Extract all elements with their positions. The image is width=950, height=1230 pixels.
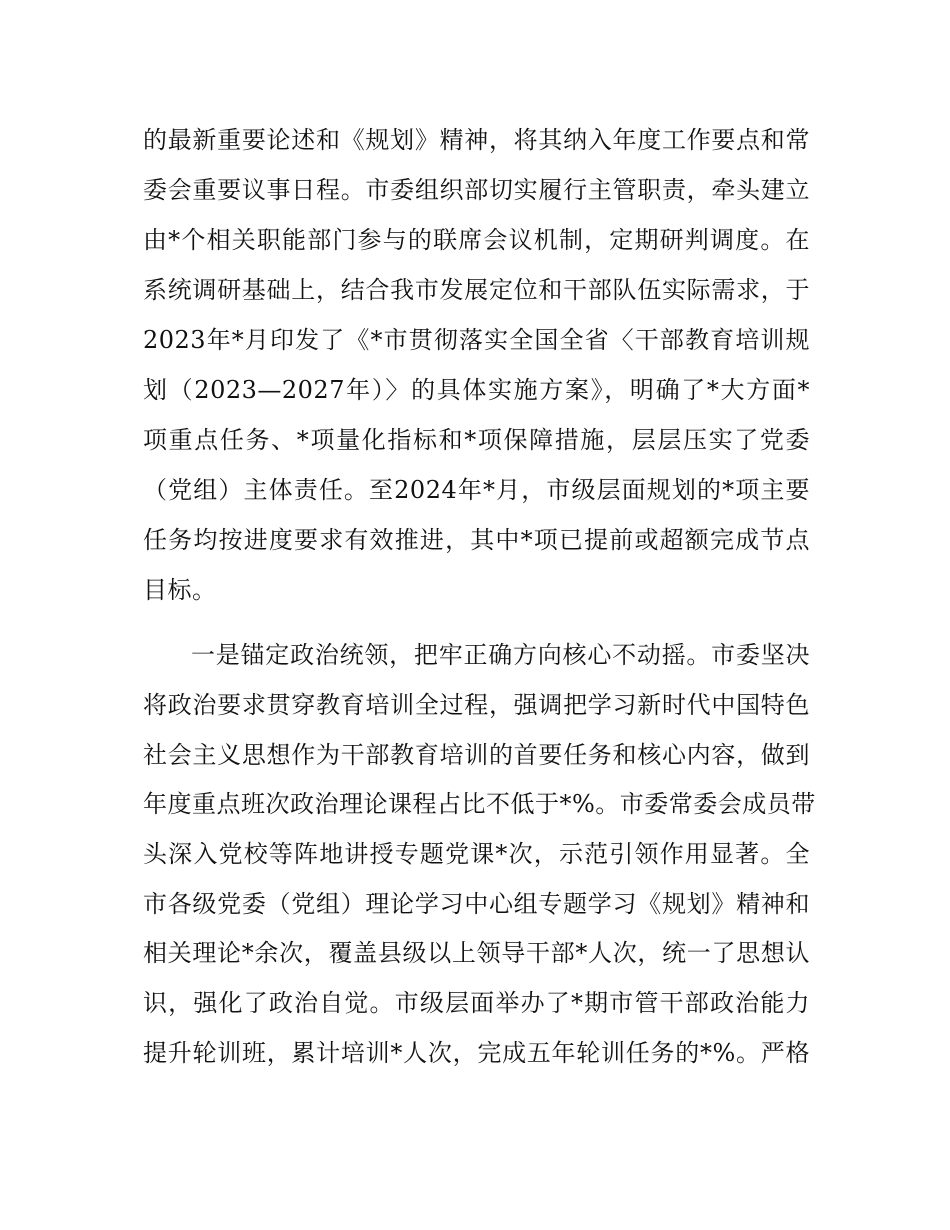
text-line: 的最新重要论述和《规划》精神，将其纳入年度工作要点和常 — [143, 126, 810, 154]
text-line: 将政治要求贯穿教育培训全过程，强调把学习新时代中国特色 — [143, 691, 810, 719]
text-line: 头深入党校等阵地讲授专题党课*次，示范引领作用显著。全 — [143, 840, 810, 868]
text-line: （党组）主体责任。至2024年*月，市级层面规划的*项主要 — [143, 476, 810, 504]
text-line: 划（2023—2027年）〉的具体实施方案》，明确了*大方面* — [143, 376, 810, 404]
text-line: 系统调研基础上，结合我市发展定位和干部队伍实际需求，于 — [143, 276, 810, 304]
text-line: 一是锚定政治统领，把牢正确方向核心不动摇。市委坚决 — [191, 641, 810, 669]
text-line: 社会主义思想作为干部教育培训的首要任务和核心内容，做到 — [143, 741, 810, 769]
text-line: 市各级党委（党组）理论学习中心组专题学习《规划》精神和 — [143, 890, 810, 918]
text-line: 委会重要议事日程。市委组织部切实履行主管职责，牵头建立 — [143, 176, 810, 204]
text-line: 目标。 — [143, 576, 217, 604]
text-line: 任务均按进度要求有效推进，其中*项已提前或超额完成节点 — [143, 526, 810, 554]
text-line: 提升轮训班，累计培训*人次，完成五年轮训任务的*%。严格 — [143, 1039, 810, 1067]
text-line: 年度重点班次政治理论课程占比不低于*%。市委常委会成员带 — [143, 790, 816, 818]
text-line: 识，强化了政治自觉。市级层面举办了*期市管干部政治能力 — [143, 989, 810, 1017]
text-line: 项重点任务、*项量化指标和*项保障措施，层层压实了党委 — [143, 426, 810, 454]
text-line: 由*个相关职能部门参与的联席会议机制，定期研判调度。在 — [143, 226, 810, 254]
text-line: 2023年*月印发了《*市贯彻落实全国全省〈干部教育培训规 — [143, 326, 810, 354]
text-line: 相关理论*余次，覆盖县级以上领导干部*人次，统一了思想认 — [143, 939, 810, 967]
